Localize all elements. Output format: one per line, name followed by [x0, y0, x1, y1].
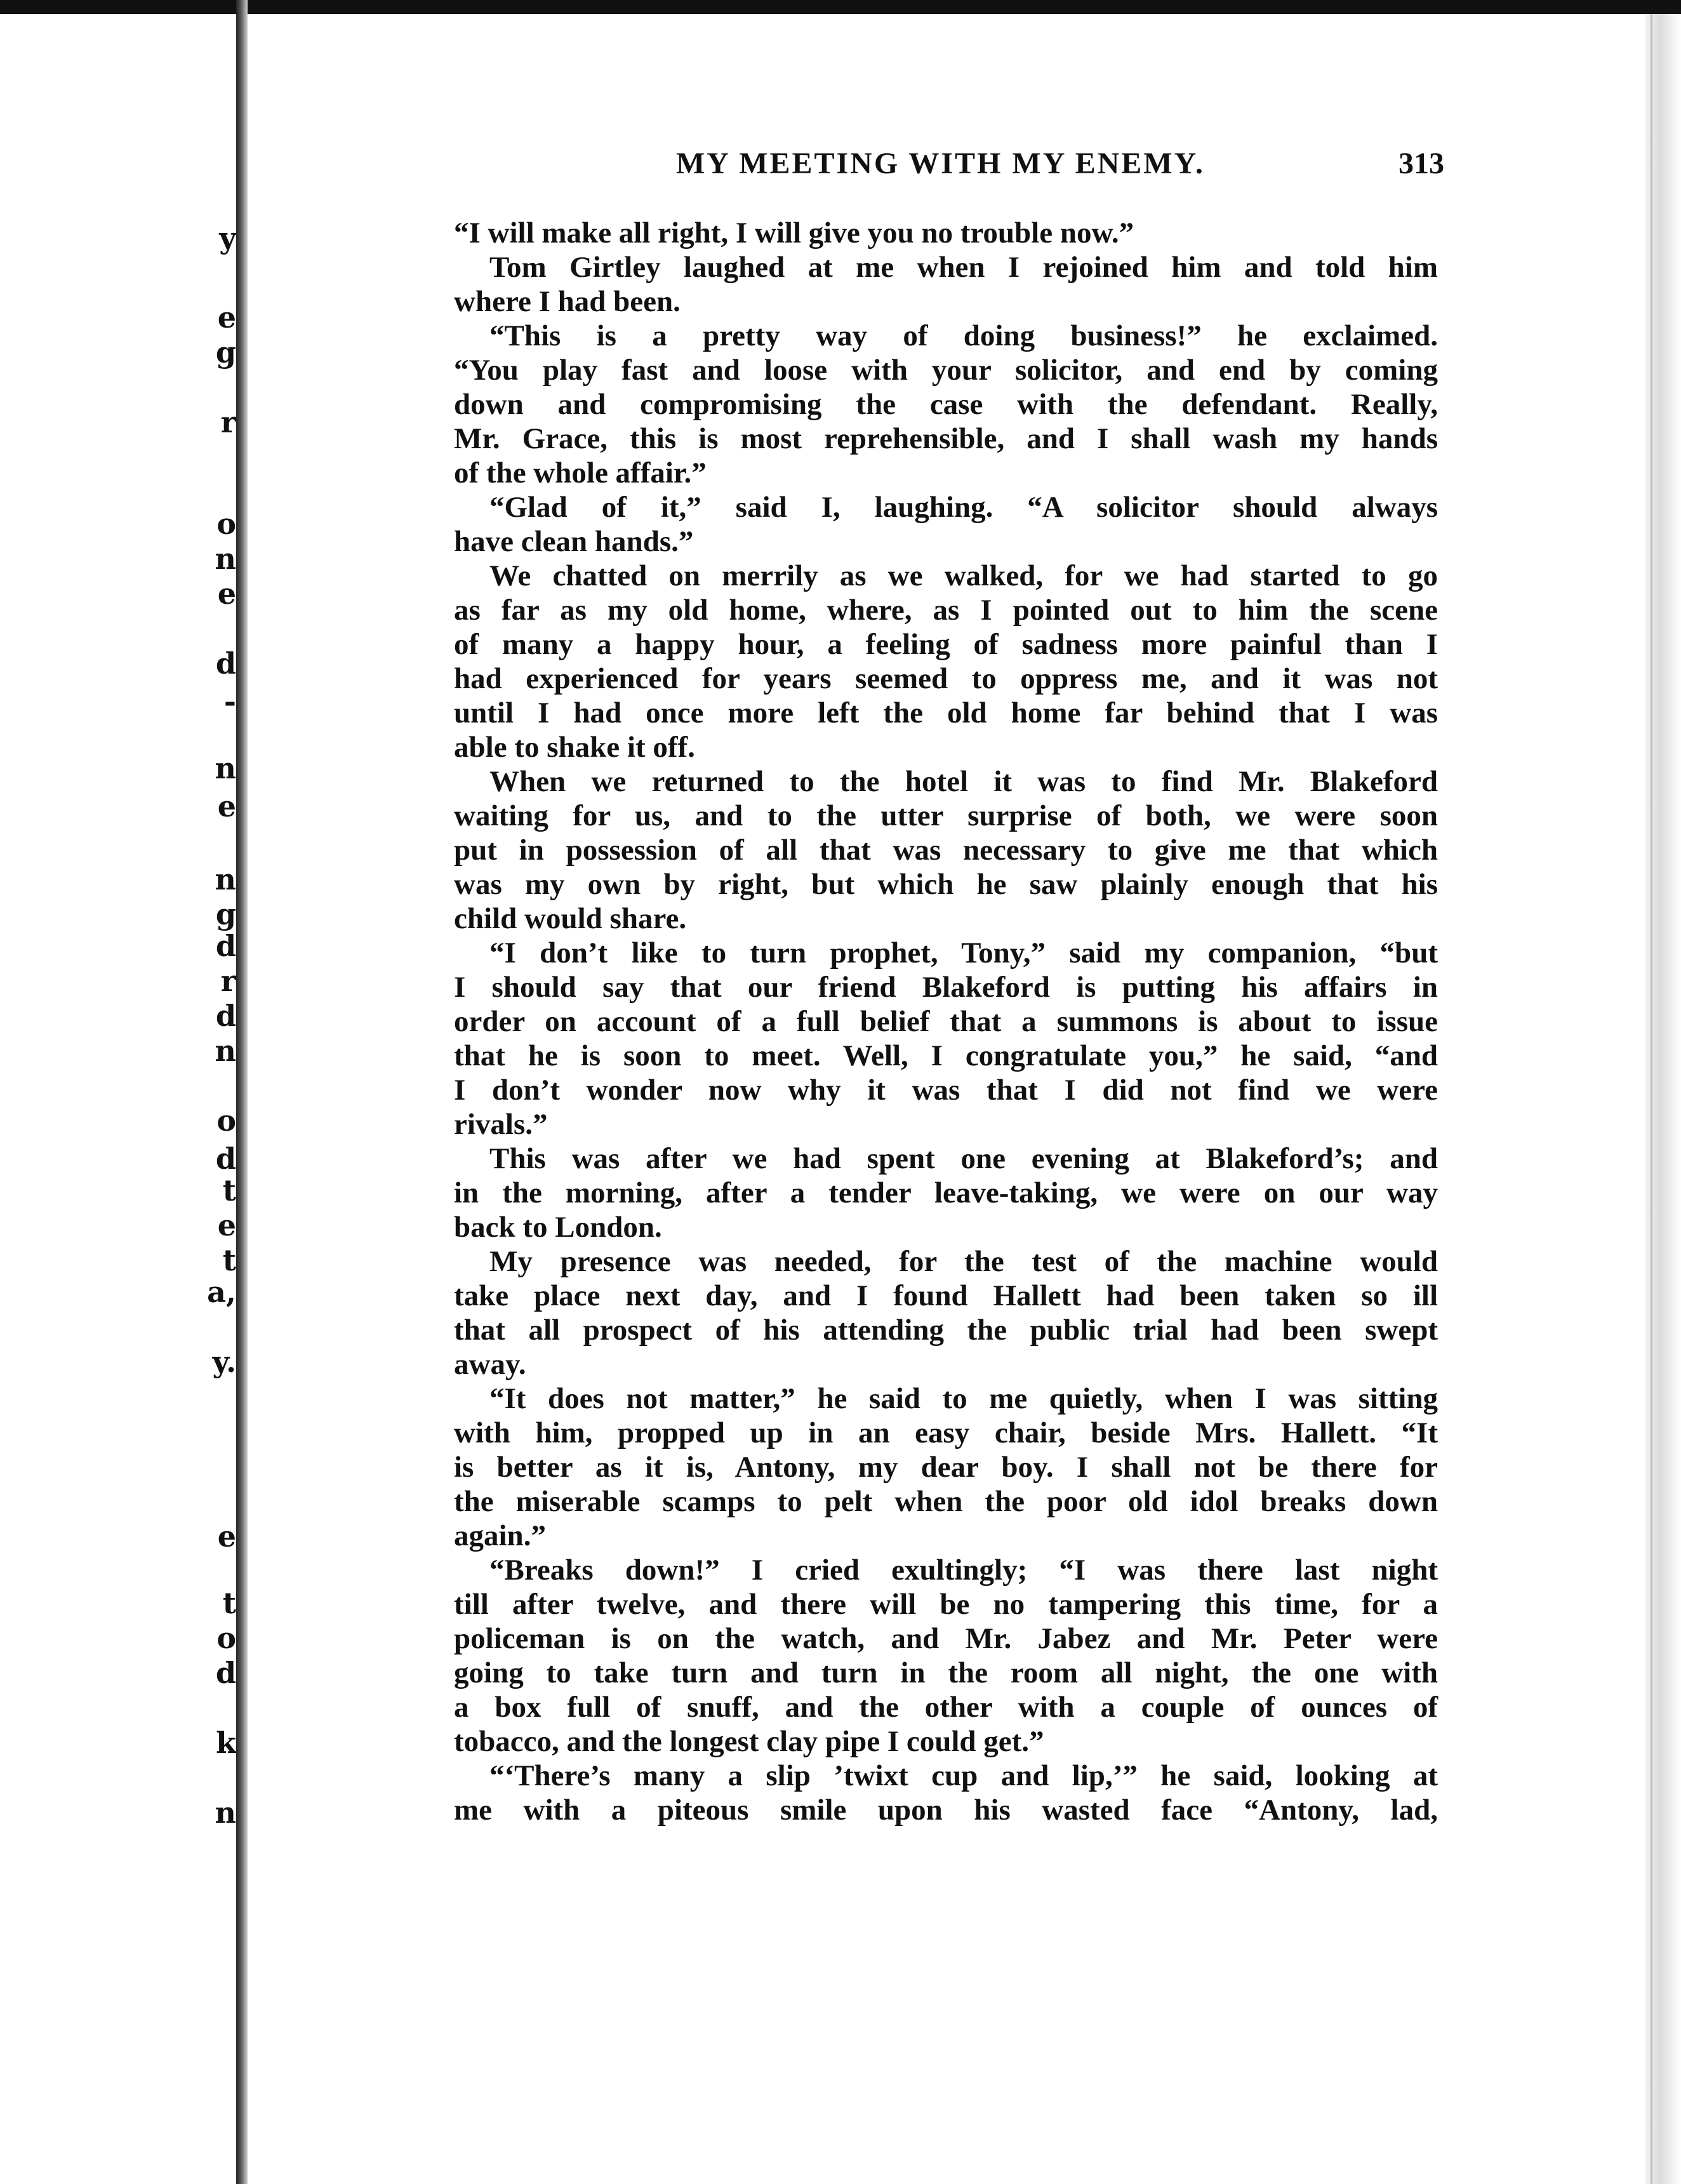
body-text: [454, 216, 1438, 1827]
left-page-fragment: d: [215, 646, 236, 681]
text-line: of the whole affair.”: [454, 456, 707, 489]
text-line: of many a happy hour, a feeling of sadness more painful than I: [454, 628, 1438, 661]
text-line: able to shake it off.: [454, 731, 695, 764]
text-line: “I will make all right, I will give you no trouble now.”: [454, 216, 1134, 250]
text-line: going to take turn and turn in the room all night, the one with: [454, 1656, 1438, 1689]
left-page-fragment: a,: [207, 1275, 236, 1309]
text-line: “You play fast and loose with your solicitor, and end by coming: [454, 354, 1438, 387]
text-line: that all prospect of his attending the public trial had been swept: [454, 1314, 1438, 1347]
left-page-fragment: g: [215, 335, 236, 370]
page-number: 313: [1399, 147, 1444, 180]
left-page-fragment: o: [216, 1621, 236, 1655]
book-page: [454, 146, 1444, 1827]
text-line: I should say that our friend Blakeford is putting his affairs in: [454, 971, 1438, 1004]
text-line: again.”: [454, 1519, 546, 1552]
left-page-fragment: e: [217, 1519, 236, 1554]
text-line: “Breaks down!” I cried exultingly; “I was there last night: [489, 1554, 1438, 1587]
left-page-fragment: t: [222, 1243, 236, 1277]
left-page-fragment: o: [216, 1103, 236, 1138]
text-line: with him, propped up in an easy chair, beside Mrs. Hallett. “It: [454, 1416, 1438, 1449]
text-line: in the morning, after a tender leave-taking, we were on our way: [454, 1176, 1438, 1209]
text-line: take place next day, and I found Hallett had been taken so ill: [454, 1279, 1438, 1312]
text-line: “Glad of it,” said I, laughing. “A solicitor should always: [489, 491, 1438, 524]
left-page-fragment: n: [215, 751, 236, 785]
text-line: policeman is on the watch, and Mr. Jabez and Mr. Peter were: [454, 1622, 1438, 1655]
left-page-fragment: r: [220, 964, 236, 998]
text-line: Tom Girtley laughed at me when I rejoined him and told him: [489, 251, 1438, 284]
text-line: back to London.: [454, 1211, 662, 1244]
page-edge-line: [1651, 14, 1652, 2184]
text-line: Mr. Grace, this is most reprehensible, and I shall wash my hands: [454, 422, 1438, 455]
text-line: had experienced for years seemed to oppress me, and it was not: [454, 662, 1438, 695]
text-line: was my own by right, but which he saw plainly enough that his: [454, 868, 1438, 901]
left-page-fragment: e: [217, 789, 236, 823]
left-page-fragment: d: [215, 999, 236, 1033]
text-line: “I don’t like to turn prophet, Tony,” said my companion, “but: [489, 936, 1438, 969]
text-line: We chatted on merrily as we walked, for we had started to go: [489, 559, 1438, 592]
text-line: “It does not matter,” he said to me quietly, when I was sitting: [489, 1382, 1438, 1415]
left-page-fragment: n: [215, 862, 236, 896]
text-line: have clean hands.”: [454, 525, 694, 558]
running-head-title: MY MEETING WITH MY ENEMY.: [676, 147, 1205, 180]
left-page-fragment: g: [215, 897, 236, 931]
text-line: away.: [454, 1348, 526, 1381]
left-page-fragment: y: [219, 221, 236, 255]
text-line: “‘There’s many a slip ’twixt cup and lip,’” he said, looking at: [489, 1759, 1438, 1792]
text-line: This was after we had spent one evening at Blakeford’s; and: [489, 1142, 1438, 1175]
text-line: is better as it is, Antony, my dear boy. I shall not be there for: [454, 1451, 1438, 1484]
left-page-fragments: [0, 14, 236, 2184]
scan-top-border: [0, 0, 1681, 14]
text-line: order on account of a full belief that a summons is about to issue: [454, 1005, 1438, 1038]
text-line: down and compromising the case with the defendant. Really,: [454, 388, 1438, 421]
text-line: When we returned to the hotel it was to find Mr. Blakeford: [489, 765, 1438, 798]
left-page-fragment: t: [222, 1173, 236, 1208]
left-page-fragment: n: [215, 542, 236, 576]
text-line: where I had been.: [454, 285, 681, 318]
left-page-fragment: y.: [212, 1345, 236, 1379]
text-line: until I had once more left the old home far behind that I was: [454, 696, 1438, 729]
left-page-fragment: t: [222, 1586, 236, 1620]
text-line: me with a piteous smile upon his wasted face “Antony, lad,: [454, 1794, 1438, 1827]
left-page-edge: [0, 14, 236, 2184]
book-gutter: [236, 0, 248, 2184]
running-head: [454, 146, 1444, 190]
left-page-fragment: d: [215, 1656, 236, 1690]
left-page-fragment: n: [215, 1795, 236, 1830]
left-page-fragment: d: [215, 1142, 236, 1176]
text-line: waiting for us, and to the utter surprise of both, we were soon: [454, 799, 1438, 832]
left-page-fragment: r: [220, 405, 236, 439]
left-page-fragment: -: [223, 684, 236, 719]
text-line: I don’t wonder now why it was that I did not find we were: [454, 1074, 1438, 1107]
text-line: as far as my old home, where, as I pointed out to him the scene: [454, 594, 1438, 627]
text-line: rivals.”: [454, 1108, 548, 1141]
text-line: till after twelve, and there will be no tampering this time, for a: [454, 1588, 1438, 1621]
text-line: a box full of snuff, and the other with a couple of ounces of: [454, 1691, 1438, 1724]
left-page-fragment: n: [215, 1034, 236, 1068]
left-page-fragment: o: [216, 507, 236, 541]
text-line: “This is a pretty way of doing business!” he exclaimed.: [489, 319, 1438, 352]
text-line: tobacco, and the longest clay pipe I could get.”: [454, 1725, 1044, 1758]
text-line: that he is soon to meet. Well, I congratulate you,” he said, “and: [454, 1039, 1438, 1072]
text-line: child would share.: [454, 902, 687, 935]
text-line: put in possession of all that was necessary to give me that which: [454, 834, 1438, 867]
left-page-fragment: e: [217, 300, 236, 335]
left-page-fragment: d: [215, 929, 236, 963]
left-page-fragment: e: [217, 1208, 236, 1242]
text-line: the miserable scamps to pelt when the poor old idol breaks down: [454, 1485, 1438, 1518]
left-page-fragment: k: [216, 1726, 236, 1760]
text-line: My presence was needed, for the test of the machine would: [489, 1245, 1438, 1278]
left-page-fragment: e: [217, 576, 236, 611]
